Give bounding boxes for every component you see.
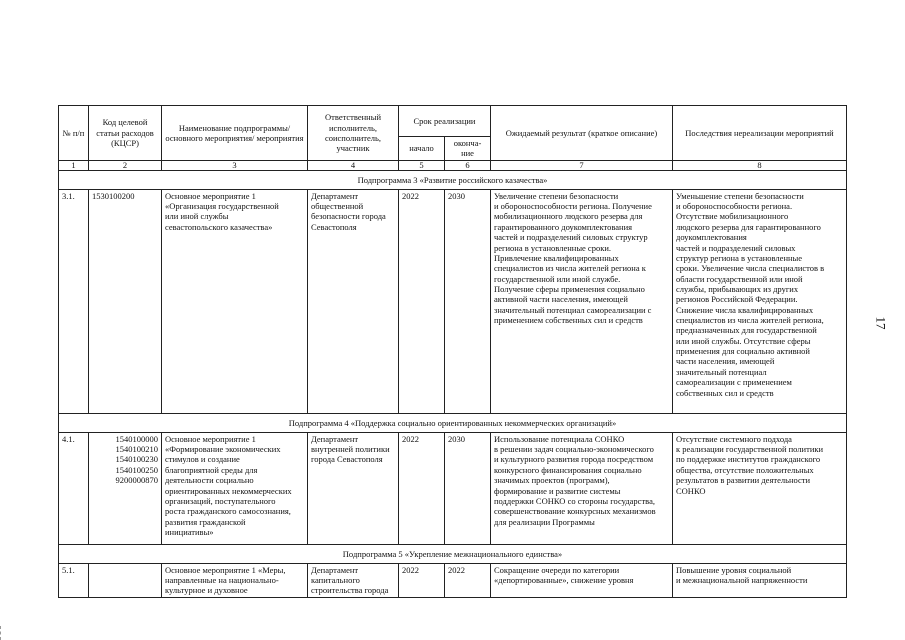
header-end: оконча-ние bbox=[445, 137, 491, 161]
header-code: Код целевой статьи расходов (КЦСР) bbox=[89, 106, 162, 161]
program-table bbox=[58, 105, 847, 598]
table-row bbox=[59, 189, 847, 413]
row-consequences: Уменьшение степени безопасности и обороноспособности региона. Отсутствие мобилизационного людского резерва для гарантированного доукомплектования частей и подразделений силовых структур региона в установленные сроки. Увеличение числа специалистов в области государственной или иной службы, прибывающих из других регионов Российской Федерации. Снижение числа квалифицированных специалистов из числа жителей региона, предназначенных для государственной или иной службы. Отсутствие сферы применения для социально активной части населения, имеющей значительный потенциал самореализации с применением собственных сил и средств bbox=[673, 189, 847, 413]
row-end: 2030 bbox=[445, 432, 491, 544]
header-num: № п/п bbox=[59, 106, 89, 161]
row-result: Сокращение очереди по категории «депортированные», снижение уровня bbox=[491, 563, 673, 597]
header-consequences: Последствия нереализации мероприятий bbox=[673, 106, 847, 161]
row-num: 4.1. bbox=[59, 432, 89, 544]
row-num: 5.1. bbox=[59, 563, 89, 597]
column-number: 3 bbox=[162, 160, 308, 170]
row-name: Основное мероприятие 1 «Организация государственной или иной службы севастопольского казачества» bbox=[162, 189, 308, 413]
row-start: 2022 bbox=[399, 189, 445, 413]
header-responsible: Ответственный исполнитель, соисполнитель, участник bbox=[308, 106, 399, 161]
row-responsible: Департамент общественной безопасности города Севастополя bbox=[308, 189, 399, 413]
row-start: 2022 bbox=[399, 432, 445, 544]
column-numbers-row bbox=[59, 160, 847, 170]
row-name: Основное мероприятие 1 «Формирование экономических стимулов и создание благоприятной среды для деятельности социально ориентированных некоммерческих организаций, поступательного роста гражданского самосознания, развития гражданской инициативы» bbox=[162, 432, 308, 544]
header-name: Наименование подпрограммы/ основного мероприятия/ мероприятия bbox=[162, 106, 308, 161]
row-end: 2030 bbox=[445, 189, 491, 413]
row-start: 2022 bbox=[399, 563, 445, 597]
subprogram-title: Подпрограмма 3 «Развитие российского казачества» bbox=[59, 170, 847, 189]
row-responsible: Департамент внутренней политики города Севастополя bbox=[308, 432, 399, 544]
table-row bbox=[59, 432, 847, 544]
document-table-wrapper bbox=[58, 105, 846, 598]
subprogram-title: Подпрограмма 5 «Укрепление межнационального единства» bbox=[59, 544, 847, 563]
row-code: 1530100200 bbox=[89, 189, 162, 413]
scan-edge-mark bbox=[0, 626, 3, 640]
column-number: 1 bbox=[59, 160, 89, 170]
column-number: 5 bbox=[399, 160, 445, 170]
row-name: Основное мероприятие 1 «Меры, направленные на национально- культурное и духовное bbox=[162, 563, 308, 597]
table-row bbox=[59, 563, 847, 597]
column-number: 7 bbox=[491, 160, 673, 170]
column-number: 2 bbox=[89, 160, 162, 170]
row-result: Использование потенциала СОНКО в решении задач социально-экономического и культурного развития города посредством конкурсного финансирования социально значимых проектов (программ), формирование и развитие системы поддержки СОНКО со стороны государства, совершенствование конкурсных механизмов для реализации Программы bbox=[491, 432, 673, 544]
column-number: 4 bbox=[308, 160, 399, 170]
column-number: 6 bbox=[445, 160, 491, 170]
row-code bbox=[89, 563, 162, 597]
row-end: 2022 bbox=[445, 563, 491, 597]
row-result: Увеличение степени безопасности и обороноспособности региона. Получение мобилизационного людского резерва для гарантированного доукомплектования частей и подразделений силовых структур региона в установленные сроки. Привлечение квалифицированных специалистов из числа жителей региона к государственной или иной службе. Получение сферы применения социально активной части населения, имеющей значительный потенциал самореализации с применением собственных сил и средств bbox=[491, 189, 673, 413]
page-number: 17 bbox=[873, 316, 889, 330]
column-number: 8 bbox=[673, 160, 847, 170]
header-period: Срок реализации bbox=[399, 106, 491, 137]
row-consequences: Повышение уровня социальной и межнациональной напряженности bbox=[673, 563, 847, 597]
header-result: Ожидаемый результат (краткое описание) bbox=[491, 106, 673, 161]
row-code: 1540100000 1540100210 1540100230 1540100250 9200000870 bbox=[89, 432, 162, 544]
header-start: начало bbox=[399, 137, 445, 161]
row-num: 3.1. bbox=[59, 189, 89, 413]
subprogram-title: Подпрограмма 4 «Поддержка социально ориентированных некоммерческих организаций» bbox=[59, 413, 847, 432]
row-consequences: Отсутствие системного подхода к реализации государственной политики по поддержке институтов гражданского общества, отсутствие положительных результатов в развитии деятельности СОНКО bbox=[673, 432, 847, 544]
row-responsible: Департамент капитального строительства города bbox=[308, 563, 399, 597]
